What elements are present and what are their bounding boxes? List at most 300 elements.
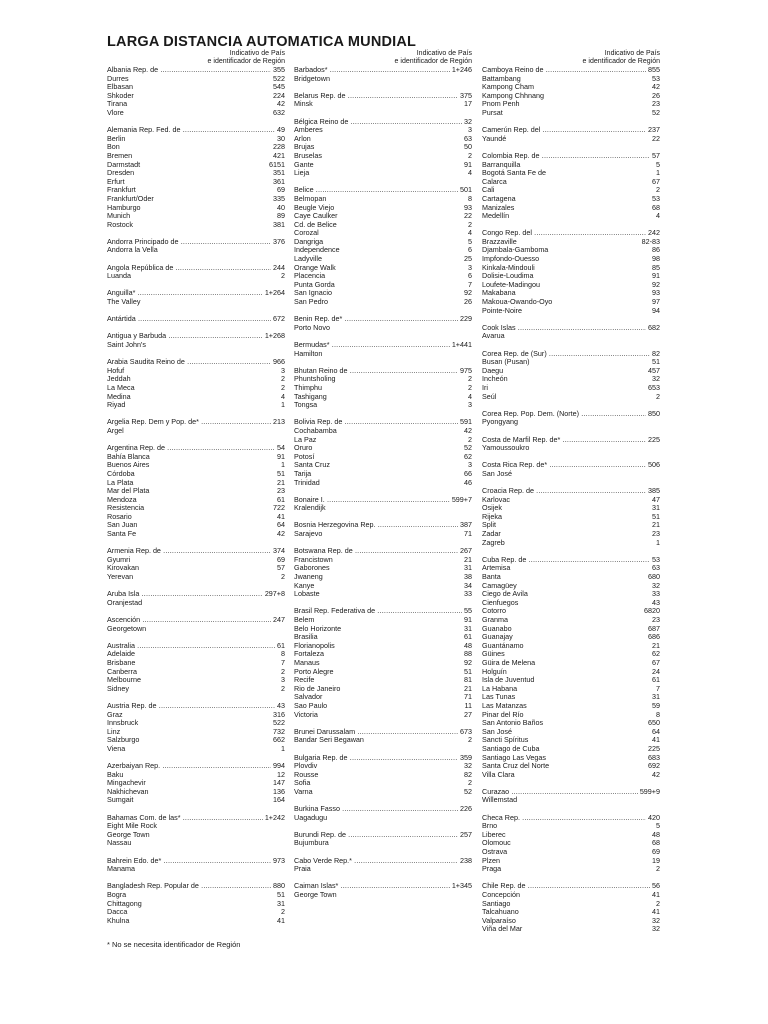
city-name: Salzburgo (107, 736, 140, 745)
country-name: Barbados* ..... (294, 66, 450, 75)
city-name: San Pedro (294, 298, 328, 307)
city-name: Pursat (482, 108, 503, 117)
city-name: Oruro (294, 444, 313, 453)
city-name: Frankfurt (107, 186, 136, 195)
city-row (107, 161, 285, 170)
city-row (294, 685, 472, 694)
city-name: Santiago (482, 899, 511, 908)
country-name: Corea Rep. Pop. Dem. (Norte) ..... (482, 410, 646, 419)
city-row (482, 530, 660, 539)
city-row (294, 169, 472, 178)
area-code: 3 (468, 460, 472, 470)
city-name: Belmopan (294, 194, 327, 203)
country-group (107, 332, 285, 349)
city-row (107, 668, 285, 677)
country-row (482, 814, 660, 823)
city-row (482, 255, 660, 264)
city-name: Andorra la Vella (107, 246, 158, 255)
city-row (294, 393, 472, 402)
city-name: Karlovac (482, 495, 510, 504)
city-name: Hamburgo (107, 203, 141, 212)
area-code: 61 (277, 494, 285, 504)
area-code (470, 814, 472, 823)
area-code: 71 (464, 692, 472, 702)
country-group (294, 418, 472, 487)
city-row (482, 384, 660, 393)
city-row (107, 109, 285, 118)
area-code: 3 (468, 262, 472, 272)
country-code: 591 (460, 417, 472, 427)
area-code: 2 (656, 898, 660, 908)
city-row (482, 745, 660, 754)
country-name: Aruba Isla ..... (107, 590, 263, 599)
area-code: 23 (277, 486, 285, 496)
country-name: Cuba Rep. de ..... (482, 556, 650, 565)
city-name: Berlin (107, 134, 126, 143)
city-name: Calarca (482, 177, 507, 186)
city-name: Phuntsholing (294, 375, 336, 384)
city-name: Munich (107, 212, 131, 221)
country-name: Bélgica Reino de ..... (294, 118, 462, 127)
area-code (658, 444, 660, 453)
area-code: 89 (277, 211, 285, 221)
country-row (107, 642, 285, 651)
city-row (107, 384, 285, 393)
city-row (294, 461, 472, 470)
city-name: Sao Paulo (294, 701, 328, 710)
city-name: Bandar Seri Begawan (294, 736, 364, 745)
city-row (482, 900, 660, 909)
area-code: 61 (464, 632, 472, 642)
city-name: Kanye (294, 581, 315, 590)
area-code: 381 (273, 219, 285, 229)
city-row (482, 590, 660, 599)
country-code: 973 (273, 855, 285, 865)
city-row (482, 186, 660, 195)
city-name: Salvador (294, 693, 323, 702)
city-row (107, 504, 285, 513)
area-code: 34 (464, 580, 472, 590)
city-row (294, 659, 472, 668)
city-row (107, 831, 285, 840)
area-code: 92 (464, 657, 472, 667)
country-group (107, 642, 285, 694)
area-code: 7 (468, 279, 472, 289)
country-code: 682 (648, 322, 660, 332)
city-name: La Plata (107, 478, 134, 487)
area-code: 1 (656, 168, 660, 178)
area-code: 7 (281, 657, 285, 667)
city-row (482, 573, 660, 582)
city-row (482, 633, 660, 642)
city-name: Brazzaville (482, 237, 517, 246)
city-row (482, 728, 660, 737)
city-row (482, 771, 660, 780)
city-name: Djambala-Gamboma (482, 246, 549, 255)
city-name: Willemstad (482, 796, 518, 805)
country-code: 385 (648, 486, 660, 496)
city-row (482, 908, 660, 917)
city-row (482, 109, 660, 118)
city-row (482, 599, 660, 608)
city-row (294, 161, 472, 170)
city-name: Canberra (107, 667, 137, 676)
city-row (107, 599, 285, 608)
country-name: Burundi Rep. de ..... (294, 831, 458, 840)
city-row (107, 564, 285, 573)
city-name: La Habana (482, 684, 518, 693)
country-row (107, 444, 285, 453)
city-row (107, 298, 285, 307)
area-code: 32 (652, 374, 660, 384)
area-code: 21 (464, 554, 472, 564)
country-code: 672 (273, 314, 285, 324)
city-name: Incheón (482, 375, 508, 384)
area-code: 351 (273, 168, 285, 178)
city-row (294, 375, 472, 384)
country-row (107, 590, 285, 599)
city-row (482, 676, 660, 685)
city-name: Chittagong (107, 899, 142, 908)
city-row (294, 556, 472, 565)
country-code: 53 (652, 554, 660, 564)
country-code: 1+242 (264, 812, 285, 822)
area-code: 81 (464, 675, 472, 685)
city-name: Sancti Spíritus (482, 736, 529, 745)
area-code: 43 (652, 597, 660, 607)
country-group (294, 882, 472, 899)
area-code: 31 (464, 563, 472, 573)
country-name: Colombia Rep. de ..... (482, 152, 650, 161)
country-row (294, 728, 472, 737)
city-name: Cienfuegos (482, 598, 519, 607)
country-name: Anguilla* ..... (107, 289, 263, 298)
area-code: 21 (464, 683, 472, 693)
city-name: Córdoba (107, 469, 135, 478)
area-code: 41 (277, 511, 285, 521)
city-name: Adelaide (107, 650, 135, 659)
city-row (482, 796, 660, 805)
area-code (283, 625, 285, 634)
country-name: Argentina Rep. de ..... (107, 444, 275, 453)
country-group (482, 324, 660, 341)
area-code: 33 (464, 589, 472, 599)
area-code (283, 831, 285, 840)
city-name: Mendoza (107, 495, 137, 504)
area-code: 2 (281, 666, 285, 676)
city-row (294, 891, 472, 900)
country-name: Austria Rep. de ..... (107, 702, 275, 711)
country-name: Bermudas* ..... (294, 341, 450, 350)
area-code (658, 796, 660, 805)
city-row (482, 539, 660, 548)
city-row (294, 573, 472, 582)
city-name: Bon (107, 143, 120, 152)
city-name: Guanabo (482, 624, 512, 633)
country-code: 32 (464, 116, 472, 126)
city-name: Recife (294, 676, 315, 685)
city-row (107, 100, 285, 109)
city-row (294, 204, 472, 213)
country-code: 247 (273, 615, 285, 624)
country-row (107, 315, 285, 324)
city-name: Linz (107, 727, 121, 736)
area-code: 8 (468, 193, 472, 203)
area-code: 662 (273, 735, 285, 745)
city-name: Santa Cruz (294, 461, 330, 470)
area-code: 3 (281, 365, 285, 375)
city-name: Valparaíso (482, 916, 516, 925)
city-row (107, 771, 285, 780)
country-code: 82 (652, 348, 660, 358)
area-code (283, 427, 285, 436)
area-code: 522 (273, 73, 285, 83)
city-row (294, 143, 472, 152)
city-name: Las Matanzas (482, 701, 527, 710)
city-row (294, 281, 472, 290)
country-code: 49 (277, 125, 285, 135)
country-name: Andorra Principado de ..... (107, 238, 271, 247)
area-code: 653 (648, 382, 660, 392)
city-name: Loufete-Madingou (482, 280, 540, 289)
area-code: 33 (652, 589, 660, 599)
area-code: 545 (273, 82, 285, 92)
city-name: Jwaneng (294, 573, 323, 582)
directory-column-2 (294, 50, 472, 908)
city-row (294, 564, 472, 573)
country-code: 57 (652, 150, 660, 160)
city-name: Praia (294, 865, 311, 874)
area-code: 8 (281, 649, 285, 659)
city-name: Medellín (482, 212, 510, 221)
area-code: 7 (656, 683, 660, 693)
country-row (107, 857, 285, 866)
country-name: Croacia Rep. de ..... (482, 487, 646, 496)
country-name: Belarus Rep. de ..... (294, 92, 458, 101)
country-code: 599+9 (639, 786, 660, 796)
country-group (107, 238, 285, 255)
country-group (107, 358, 285, 410)
area-code: 30 (277, 133, 285, 143)
city-name: Manaus (294, 658, 320, 667)
country-row (294, 367, 472, 376)
city-name: Gante (294, 160, 314, 169)
city-row (107, 573, 285, 582)
city-row (482, 496, 660, 505)
area-code: 67 (652, 176, 660, 186)
area-code: 3 (468, 125, 472, 135)
city-name: Banta (482, 573, 501, 582)
city-row (294, 453, 472, 462)
city-row (482, 212, 660, 221)
area-code: 164 (273, 795, 285, 805)
area-code: 92 (652, 279, 660, 289)
country-row (294, 547, 472, 556)
city-row (294, 642, 472, 651)
city-name: Bujumbura (294, 839, 329, 848)
city-row (482, 358, 660, 367)
country-name: Cook Islas ..... (482, 324, 646, 333)
city-name: Bremen (107, 151, 133, 160)
area-code: 48 (652, 829, 660, 839)
city-row (482, 513, 660, 522)
city-row (107, 779, 285, 788)
city-name: San Juan (107, 521, 138, 530)
city-name: Melbourne (107, 676, 141, 685)
city-row (294, 384, 472, 393)
country-code: 880 (273, 881, 285, 891)
city-row (107, 487, 285, 496)
country-row (294, 341, 472, 350)
directory-column-3 (482, 50, 660, 943)
country-code: 225 (648, 434, 660, 444)
city-name: Yerevan (107, 573, 134, 582)
country-name: Burkina Fasso ..... (294, 805, 458, 814)
city-row (107, 625, 285, 634)
city-name: Avarua (482, 332, 505, 341)
city-name: Plovdiv (294, 762, 318, 771)
city-row (107, 375, 285, 384)
city-name: Rostock (107, 220, 133, 229)
country-row (294, 831, 472, 840)
city-row (482, 822, 660, 831)
country-group (294, 367, 472, 410)
country-group (107, 264, 285, 281)
city-row (482, 83, 660, 92)
city-row (107, 908, 285, 917)
city-row (294, 625, 472, 634)
area-code: 62 (464, 451, 472, 461)
column-header-line: Indicativo de País (229, 50, 285, 57)
country-row (107, 418, 285, 427)
country-code: 1+345 (451, 881, 472, 891)
area-code: 86 (652, 245, 660, 255)
country-row (107, 702, 285, 711)
area-code: 52 (652, 107, 660, 117)
city-name: Lieja (294, 169, 310, 178)
country-name: Brasil Rep. Federativa de ..... (294, 607, 462, 616)
city-name: Guanajay (482, 633, 513, 642)
area-code: 53 (652, 193, 660, 203)
city-row (294, 229, 472, 238)
city-name: Uagadugu (294, 813, 328, 822)
city-name: Georgetown (107, 624, 147, 633)
country-name: Azerbaiyan Rep. ..... (107, 762, 271, 771)
city-name: Argel (107, 426, 124, 435)
city-name: Cochabamba (294, 426, 337, 435)
country-code: 506 (648, 460, 660, 470)
country-code: 237 (648, 125, 660, 135)
city-row (482, 736, 660, 745)
city-name: Trinidad (294, 478, 320, 487)
city-row (482, 289, 660, 298)
area-code: 2 (468, 150, 472, 160)
page-title: LARGA DISTANCIA AUTOMATICA MUNDIAL (107, 34, 417, 50)
city-row (482, 75, 660, 84)
city-row (294, 75, 472, 84)
city-name: Talcahuano (482, 908, 519, 917)
city-row (294, 289, 472, 298)
area-code: 31 (652, 503, 660, 513)
area-code: 57 (277, 563, 285, 573)
city-name: Artemisa (482, 564, 511, 573)
country-code: 1+268 (264, 331, 285, 341)
country-group (107, 882, 285, 925)
city-row (107, 719, 285, 728)
city-name: Brisbane (107, 658, 136, 667)
country-name: Costa de Marfil Rep. de* ..... (482, 436, 646, 445)
city-row (107, 92, 285, 101)
area-code: 2 (656, 864, 660, 874)
city-name: Ladyville (294, 255, 322, 264)
column-header (107, 50, 285, 66)
country-code: 55 (464, 606, 472, 616)
country-name: Bulgaria Rep. de ..... (294, 754, 458, 763)
city-row (482, 642, 660, 651)
area-code: 98 (652, 254, 660, 264)
city-row (107, 822, 285, 831)
country-group (482, 882, 660, 934)
area-code: 51 (277, 890, 285, 899)
city-row (294, 350, 472, 359)
city-row (482, 685, 660, 694)
city-row (107, 788, 285, 797)
area-code: 2 (656, 185, 660, 195)
city-row (294, 212, 472, 221)
city-row (107, 865, 285, 874)
country-group (107, 444, 285, 539)
country-code: 850 (648, 408, 660, 418)
city-row (107, 453, 285, 462)
country-code: 257 (460, 829, 472, 839)
country-group (294, 547, 472, 599)
city-name: Cd. de Belice (294, 220, 337, 229)
area-code: 68 (652, 202, 660, 212)
area-code: 1 (656, 537, 660, 547)
area-code: 17 (464, 99, 472, 109)
city-name: Orange Walk (294, 263, 336, 272)
country-name: Benin Rep. de* ..... (294, 315, 458, 324)
city-row (482, 204, 660, 213)
city-name: Sofia (294, 779, 311, 788)
country-group (482, 556, 660, 779)
area-code: 93 (652, 288, 660, 298)
country-group (294, 341, 472, 358)
city-name: Elbasan (107, 83, 133, 92)
city-row (107, 367, 285, 376)
city-row (482, 298, 660, 307)
area-code (658, 418, 660, 427)
city-name: Darmstadt (107, 160, 141, 169)
city-row (107, 246, 285, 255)
country-row (294, 496, 472, 505)
area-code (658, 470, 660, 479)
country-name: Bonaire I. ..... (294, 496, 450, 505)
country-name: Corea Rep. de (Sur) ..... (482, 350, 650, 359)
city-name: Dangriga (294, 237, 324, 246)
city-row (294, 530, 472, 539)
city-row (107, 272, 285, 281)
country-group (107, 857, 285, 874)
country-name: Ascención ..... (107, 616, 271, 625)
column-header-line: Indicativo de País (604, 50, 660, 57)
city-name: Yaundé (482, 134, 507, 143)
city-row (482, 393, 660, 402)
country-group (294, 118, 472, 178)
country-name: Curazao ..... (482, 788, 638, 797)
country-name: Caiman Islas* ..... (294, 882, 450, 891)
country-row (482, 350, 660, 359)
